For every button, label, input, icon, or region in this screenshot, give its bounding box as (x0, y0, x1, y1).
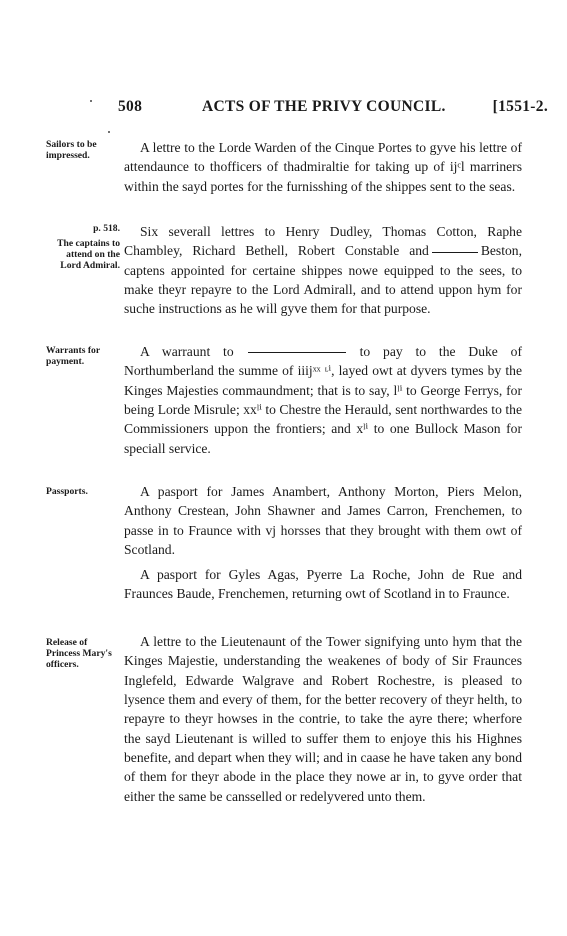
entry-paragraph: A lettre to the Lieutenaunt of the Tower signifying unto hym that the Kinges Majestie, understanding the weakenes of body of Sir Fraunces Inglefeld, Edwarde Walgrave and Robert Rochestre, is pleased to lysence them and every of them, for the better recovery of theyr helth, to repayre to theyr howses in the contrie, to take the ayre there; wherfore the sayd Lieutenant is willed to suffer them to enjoye this his Highnes benefite, and depart when they will; and in caase he have taken any bond of them for theyr abode in the place they nowe ar in, to gyve order that either the same be cansselled or redelyvered unto them. (124, 634, 522, 804)
entry-text: Beston, captens appointed for certaine shippes nowe equipped to the sees, to make theyr repayre to the Lord Admirall, and to attend uppon hym for suche instructions as he will gyve them for that purpose. (124, 243, 522, 317)
entry-paragraph: A pasport for James Anambert, Anthony Morton, Piers Melon, Anthony Crestean, John Shawner and James Carron, Frenchemen, to passe in to Fraunce with vj horsses that they brought with them owt of Scotland. (124, 484, 522, 558)
entry-text: to pay to the Duke of Northumberland the summe of iiijˣˣ ᶫⁱ, layed owt at dyvers tymes by the Kinges Majesties commaundment; that is to say, lˡⁱ to George Ferrys, for being Lorde Misrule; xxˡⁱ to Chestre the Herauld, sent northwardes to the Commissioners uppon the frontiers; and xˡⁱ to one Bullock Mason for speciall service. (124, 344, 522, 456)
entry-paragraph: A pasport for Gyles Agas, Pyerre La Roche, John de Rue and Fraunces Baude, Frenchemen, returning owt of Scotland in to Fraunce. (124, 567, 522, 602)
running-header (118, 98, 548, 118)
sidenote-page-ref: p. 518. (93, 223, 120, 234)
sidenote-warrants: Warrants for payment. (46, 345, 100, 367)
sidenote-sailors: Sailors to be impressed. (46, 139, 97, 161)
header-year: [1551-2. (492, 98, 548, 115)
entry-paragraph (124, 222, 522, 319)
page-title: ACTS OF THE PRIVY COUNCIL. (202, 98, 446, 115)
entry-paragraph (124, 342, 522, 458)
scan-speck (90, 100, 92, 102)
page-number: 508 (118, 98, 143, 115)
sidenote-captains: The captains to attend on the Lord Admiral. (57, 238, 120, 271)
scan-speck (108, 131, 110, 133)
entry-text: Six severall lettres to Henry Dudley, Thomas Cotton, Raphe Chambley, Richard Bethell, Robert Constable and (124, 224, 522, 259)
blank-line (248, 352, 346, 353)
sidenote-release: Release of Princess Mary's officers. (46, 637, 112, 670)
blank-line (432, 252, 478, 253)
entry-paragraph: A lettre to the Lorde Warden of the Cinque Portes to gyve his lettre of attendaunce to thofficers of thadmiraltie for taking up of ijᶜl marriners within the sayd portes for the furnisshing of the shippes sent to the seas. (124, 140, 522, 194)
sidenote-passports: Passports. (46, 486, 88, 497)
entry-text: A warraunt to (140, 344, 234, 359)
